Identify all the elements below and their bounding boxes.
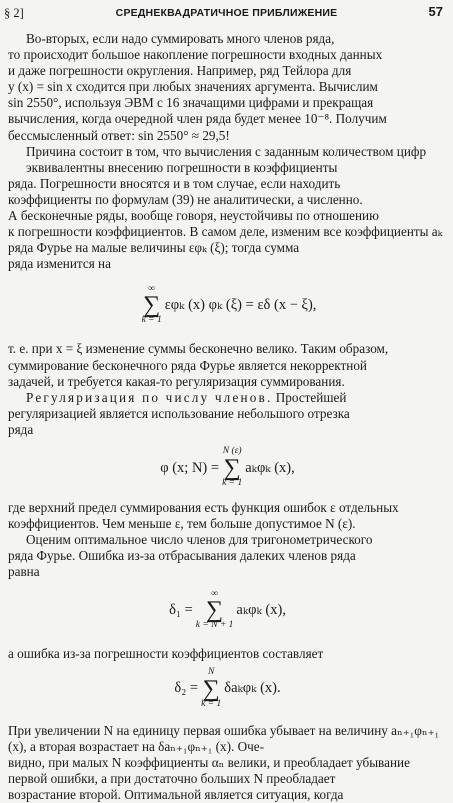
equation-partial-sum [8,440,447,496]
page-body [8,31,447,803]
text-line: ряда Фурье. Ошибка из-за отбрасывания далеких членов ряда [8,548,356,564]
text-line: а ошибка из-за погрешности коэффициентов составляет [8,646,324,662]
text-line: т. е. при x = ξ изменение суммы бесконечно велико. Таким образом, суммирование бесконечного ряда Фурье является некорректной [8,341,389,373]
text-line: видно, при малых N коэффициенты αₙ велики, и преобладает убывание первой ошибки, а при достаточно больших N преобладает [8,754,410,786]
summation-sign: ∞ ∑ k = 1 [141,283,162,326]
sum-lower-limit: k = 1 [222,477,243,488]
text-line: регуляризацией является использование небольшого отрезка [8,405,350,421]
summation-sign: N ∑ k = 1 [201,667,222,709]
text-line: задачей, и требуется какая-то регуляризация суммирования. [8,373,345,389]
text-line: коэффициенты по формулам (39) не аналитически, а численно. [8,191,363,207]
text-line: ряда [8,421,34,437]
sum-lower-limit: k = 1 [141,315,162,326]
sum-lower-limit: k = N + 1 [195,620,234,631]
text-line: равна [8,564,40,580]
text-line: то происходит большое накопление погрешности входных данных [8,47,383,63]
equation-lhs: δ₂ = [174,680,199,697]
text-line: А бесконечные ряды, вообще говоря, неустойчивы по отношению [8,208,379,224]
sum-upper-limit: ∞ [148,283,156,294]
text-line: Во-вторых, если надо суммировать много членов ряда, [26,31,335,46]
text-line: и даже погрешности округления. Например, ряд Тейлора для [8,63,352,79]
text-line: sin 2550°, используя ЭВМ с 16 значащими цифрами и прекращая [8,95,374,111]
equation-delta-sum [8,275,447,335]
equation-lhs: δ₁ = [169,602,193,619]
text-line: к погрешности коэффициентов. В самом деле, изменим все коэффициенты aₖ ряда Фурье на малые величины εφₖ (ξ); тогда сумма [8,224,443,256]
running-title: СРЕДНЕКВАДРАТИЧНОЕ ПРИБЛИЖЕНИЕ [115,7,338,19]
equation-expression: aₖφₖ (x), [245,459,295,476]
summation-sign: ∞ ∑ k = N + 1 [195,588,234,631]
text-line: При увеличении N на единицу первая ошибка убывает на величину aₙ₊₁φₙ₊₁ (x), а вторая возрастает на δaₙ₊₁φₙ₊₁ (x). Оче- [8,722,440,754]
spaced-heading: Регуляризация по числу членов. [26,389,273,405]
text-line: ряда изменится на [8,256,111,272]
text-line: Оценим оптимальное число членов для тригонометрического [26,532,373,548]
equation-delta1 [8,582,447,638]
heading-continuation: Простейшей [272,389,347,405]
text-line [8,390,447,406]
page-header [0,0,453,24]
equation-delta2 [8,663,447,715]
text-line: возрастание второй. Оптимальной является ситуация, когда [8,786,344,802]
sum-upper-limit: N [207,667,215,678]
text-line: Причина состоит в том, что вычисления с заданным количеством цифр эквивалентны внесению погрешности в коэффициенты [26,143,427,175]
equation-expression: δaₖφₖ (x). [224,680,281,697]
page-number: 57 [428,4,443,19]
equation-expression: aₖφₖ (x), [236,602,286,619]
equation-lhs: φ (x; N) = [160,459,220,476]
sum-lower-limit: k = 1 [201,698,222,709]
text-line: ряда. Погрешности вносятся и в том случае, если находить [8,175,341,191]
text-line: где верхний предел суммирования есть функция ошибок ε отдельных коэффициентов. Чем меньше ε, тем больше допустимое N (ε). [8,499,399,532]
sum-upper-limit: N (ε) [222,446,242,457]
text-line: вычисления, когда очередной член ряда будет менее 10⁻⁸. Получим бессмысленный ответ: sin 2550° ≈ 29,5! [8,111,387,143]
text-line: y (x) = sin x сходится при любых значениях аргумента. Вычислим [8,79,378,95]
section-marker: § 2] [4,6,24,20]
equation-expression: εφₖ (x) φₖ (ξ) = εδ (x − ξ), [164,297,317,314]
summation-sign: N (ε) ∑ k = 1 [222,446,243,488]
sum-upper-limit: ∞ [211,588,218,599]
